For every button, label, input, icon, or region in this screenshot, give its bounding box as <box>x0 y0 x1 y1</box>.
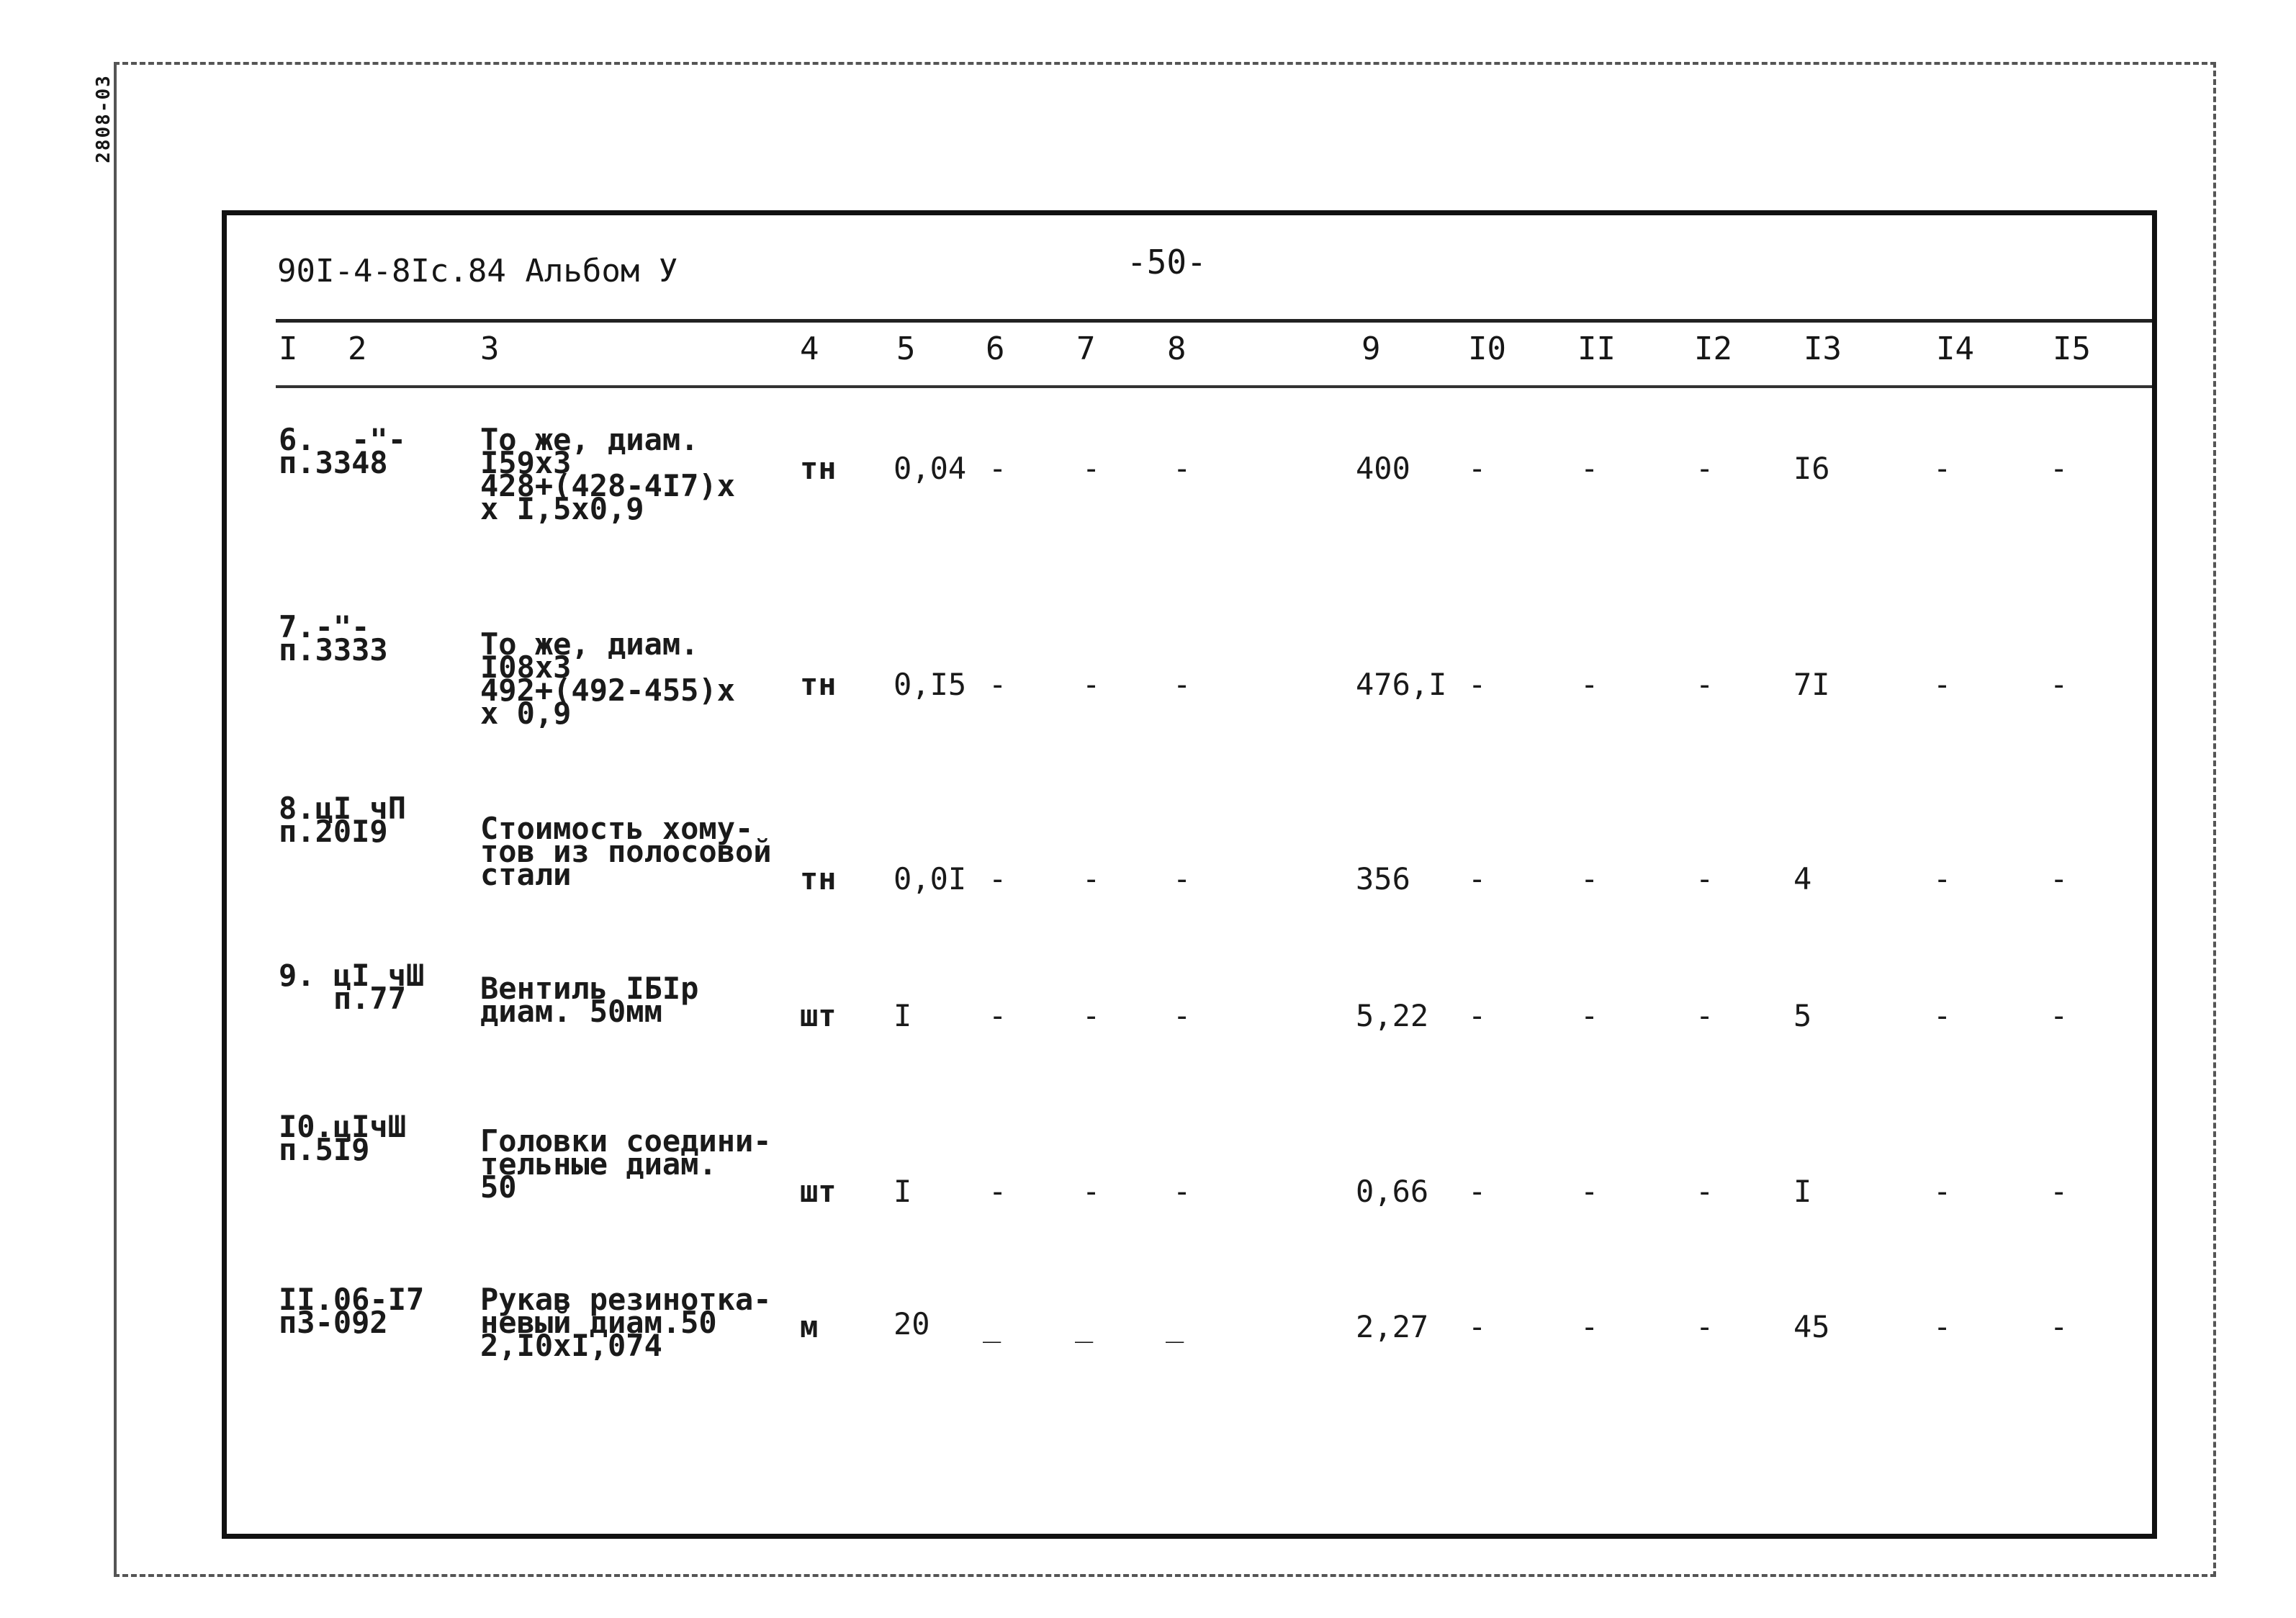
row-price: 356 <box>1356 861 1410 896</box>
row-col-6: _ <box>983 1308 1001 1343</box>
row-col-7: - <box>1082 1174 1101 1209</box>
row-col-14: - <box>1933 861 1952 896</box>
row-col-7: - <box>1082 451 1101 486</box>
row-price: 5,22 <box>1356 998 1429 1033</box>
column-header: 8 <box>1167 331 1187 367</box>
row-qty: I <box>893 998 912 1033</box>
page-number: -50- <box>1127 243 1207 282</box>
row-total: 45 <box>1793 1309 1830 1344</box>
row-code: 7.-"- п.3333 <box>279 609 388 668</box>
column-header: I0 <box>1468 331 1506 367</box>
column-header: I4 <box>1936 331 1974 367</box>
column-header: 3 <box>480 331 500 367</box>
row-name: Стоимость хому- тов из полосовой стали <box>480 811 772 892</box>
row-price: 0,66 <box>1356 1174 1429 1209</box>
row-col-11: - <box>1580 861 1599 896</box>
row-col-7: - <box>1082 861 1101 896</box>
row-col-12: - <box>1696 667 1714 702</box>
row-qty: 0,I5 <box>893 667 967 702</box>
row-col-15: - <box>2050 861 2068 896</box>
header-rule-top <box>276 319 2152 323</box>
row-total: I <box>1793 1174 1812 1209</box>
row-col-14: - <box>1933 998 1952 1033</box>
row-price: 476,I <box>1356 667 1447 702</box>
row-col-14: - <box>1933 1174 1952 1209</box>
column-header: 9 <box>1361 331 1381 367</box>
row-price: 400 <box>1356 451 1410 486</box>
row-unit: тн <box>800 667 837 702</box>
row-col-6: - <box>989 667 1007 702</box>
row-qty: 0,04 <box>893 451 967 486</box>
row-unit: шт <box>800 998 837 1033</box>
row-col-11: - <box>1580 451 1599 486</box>
table-frame <box>222 210 2157 1539</box>
row-price: 2,27 <box>1356 1309 1429 1344</box>
row-col-11: - <box>1580 667 1599 702</box>
column-header: II <box>1577 331 1616 367</box>
row-col-14: - <box>1933 667 1952 702</box>
row-col-11: - <box>1580 1309 1599 1344</box>
row-col-8: - <box>1173 1174 1192 1209</box>
row-qty: 0,0I <box>893 861 967 896</box>
row-col-10: - <box>1468 861 1487 896</box>
row-col-7: - <box>1082 998 1101 1033</box>
row-col-10: - <box>1468 667 1487 702</box>
row-col-12: - <box>1696 998 1714 1033</box>
row-col-10: - <box>1468 1174 1487 1209</box>
row-col-8: - <box>1173 451 1192 486</box>
row-col-15: - <box>2050 667 2068 702</box>
row-name: Рукав резинотка- невый диам.50 2,I0xI,074 <box>480 1282 772 1363</box>
row-col-11: - <box>1580 998 1599 1033</box>
row-col-12: - <box>1696 451 1714 486</box>
row-name: То же, диам. I08x3 492+(492-455)x x 0,9 <box>480 626 736 731</box>
row-col-8: _ <box>1166 1308 1184 1343</box>
row-total: 4 <box>1793 861 1812 896</box>
row-col-8: - <box>1173 861 1192 896</box>
row-code: 8.цI чП п.20I9 <box>279 791 407 849</box>
row-col-7: - <box>1082 667 1101 702</box>
row-unit: тн <box>800 451 837 486</box>
column-header: I5 <box>2053 331 2091 367</box>
row-col-10: - <box>1468 451 1487 486</box>
row-col-15: - <box>2050 451 2068 486</box>
row-col-10: - <box>1468 1309 1487 1344</box>
column-header: 2 <box>348 331 367 367</box>
row-unit: м <box>800 1309 819 1344</box>
row-col-8: - <box>1173 998 1192 1033</box>
row-qty: I <box>893 1174 912 1209</box>
row-name: То же, диам. I59x3 428+(428-4I7)x x I,5x0,9 <box>480 422 736 526</box>
column-header: 7 <box>1076 331 1096 367</box>
row-col-15: - <box>2050 1309 2068 1344</box>
row-col-12: - <box>1696 1174 1714 1209</box>
document-code: 90I-4-8Ic.84 Альбом У <box>277 253 678 289</box>
row-col-14: - <box>1933 1309 1952 1344</box>
column-header: 6 <box>986 331 1005 367</box>
column-header: 5 <box>896 331 916 367</box>
row-col-12: - <box>1696 1309 1714 1344</box>
column-header: I <box>279 331 298 367</box>
row-col-6: - <box>989 1174 1007 1209</box>
column-header: I2 <box>1694 331 1732 367</box>
row-total: 7I <box>1793 667 1830 702</box>
side-stamp-text: 2808-03 <box>93 74 115 163</box>
row-code: 9. цI чШ п.77 <box>279 958 425 1016</box>
row-col-14: - <box>1933 451 1952 486</box>
row-col-6: - <box>989 451 1007 486</box>
row-code: I0.цIчШ п.5I9 <box>279 1109 407 1167</box>
header-rule-bottom <box>276 385 2152 388</box>
row-col-6: - <box>989 861 1007 896</box>
row-col-12: - <box>1696 861 1714 896</box>
row-col-8: - <box>1173 667 1192 702</box>
row-col-15: - <box>2050 998 2068 1033</box>
side-stamp <box>82 65 125 173</box>
row-unit: тн <box>800 861 837 896</box>
row-name: Головки соедини- тельные диам. 50 <box>480 1123 772 1205</box>
row-code: II.06-I7 пЗ-092 <box>279 1282 425 1340</box>
column-header: I3 <box>1804 331 1842 367</box>
column-header: 4 <box>800 331 819 367</box>
row-name: Вентиль IБIр диам. 50мм <box>480 971 699 1029</box>
row-col-6: - <box>989 998 1007 1033</box>
row-total: I6 <box>1793 451 1830 486</box>
row-col-10: - <box>1468 998 1487 1033</box>
row-total: 5 <box>1793 998 1812 1033</box>
row-col-11: - <box>1580 1174 1599 1209</box>
row-qty: 20 <box>893 1306 930 1341</box>
row-unit: шт <box>800 1174 837 1209</box>
row-col-15: - <box>2050 1174 2068 1209</box>
row-code: 6. -"- п.3348 <box>279 422 407 480</box>
row-col-7: _ <box>1075 1308 1094 1343</box>
